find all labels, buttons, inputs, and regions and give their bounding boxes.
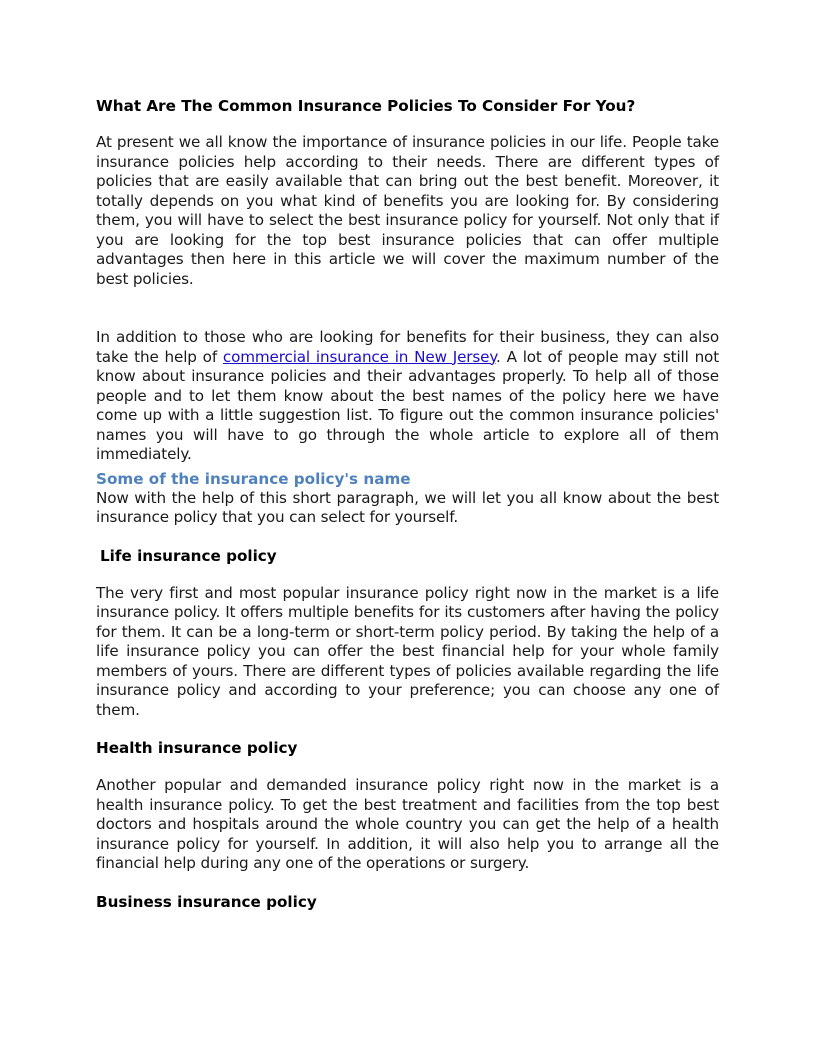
health-insurance-paragraph: Another popular and demanded insurance policy right now in the market is a health insurance policy. To get the best treatment and facilities from the top best doctors and hospitals around the whole country you can get the help of a health insurance policy for yourself. In addition, it will also help you to arrange all the financial help during any one of the operations or surgery. [96, 776, 719, 872]
paragraph-text-before-link: In addition to those who are looking for benefits for their business, they can also take the help of [96, 328, 719, 366]
heading-health-insurance: Health insurance policy [96, 739, 298, 757]
document-page [96, 96, 719, 930]
commercial-insurance-paragraph [96, 328, 719, 465]
section-heading-policy-names: Some of the insurance policy's name [96, 469, 411, 488]
life-insurance-paragraph: The very first and most popular insurance policy right now in the market is a life insurance policy. It offers multiple benefits for its customers after having the policy for them. It can be a long-term or short-term policy period. By taking the help of a life insurance policy you can offer the best financial help for your whole family members of yours. There are different types of policies available regarding the life insurance policy and according to your preference; you can choose any one of them. [96, 583, 719, 719]
commercial-insurance-link[interactable]: commercial insurance in New Jersey [222, 347, 496, 366]
intro-paragraph: At present we all know the importance of insurance policies in our life. People take insurance policies help according to their needs. There are different types of policies that are easily available that can bring out the best benefit. Moreover, it totally depends on you what kind of benefits you are looking for. By considering them, you will have to select the best insurance policy for yourself. Not only that if you are looking for the top best insurance policies that can offer multiple advantages then here in this article we will cover the maximum number of the best policies. [96, 133, 719, 288]
paragraph-text-after-link: . A lot of people may still not know about insurance policies and their advantages properly. To help all of those people and to let them know about the best names of the policy here we have come up with a little suggestion list. To figure out the common insurance policies' names you will have to go through the whole article to explore all of them immediately. [96, 347, 719, 463]
heading-business-insurance: Business insurance policy [96, 892, 317, 911]
heading-life-insurance: Life insurance policy [100, 546, 277, 565]
section-intro-paragraph: Now with the help of this short paragraph, we will let you all know about the best insurance policy that you can select for yourself. [96, 488, 719, 526]
page-title: What Are The Common Insurance Policies To Consider For You? [96, 97, 636, 115]
